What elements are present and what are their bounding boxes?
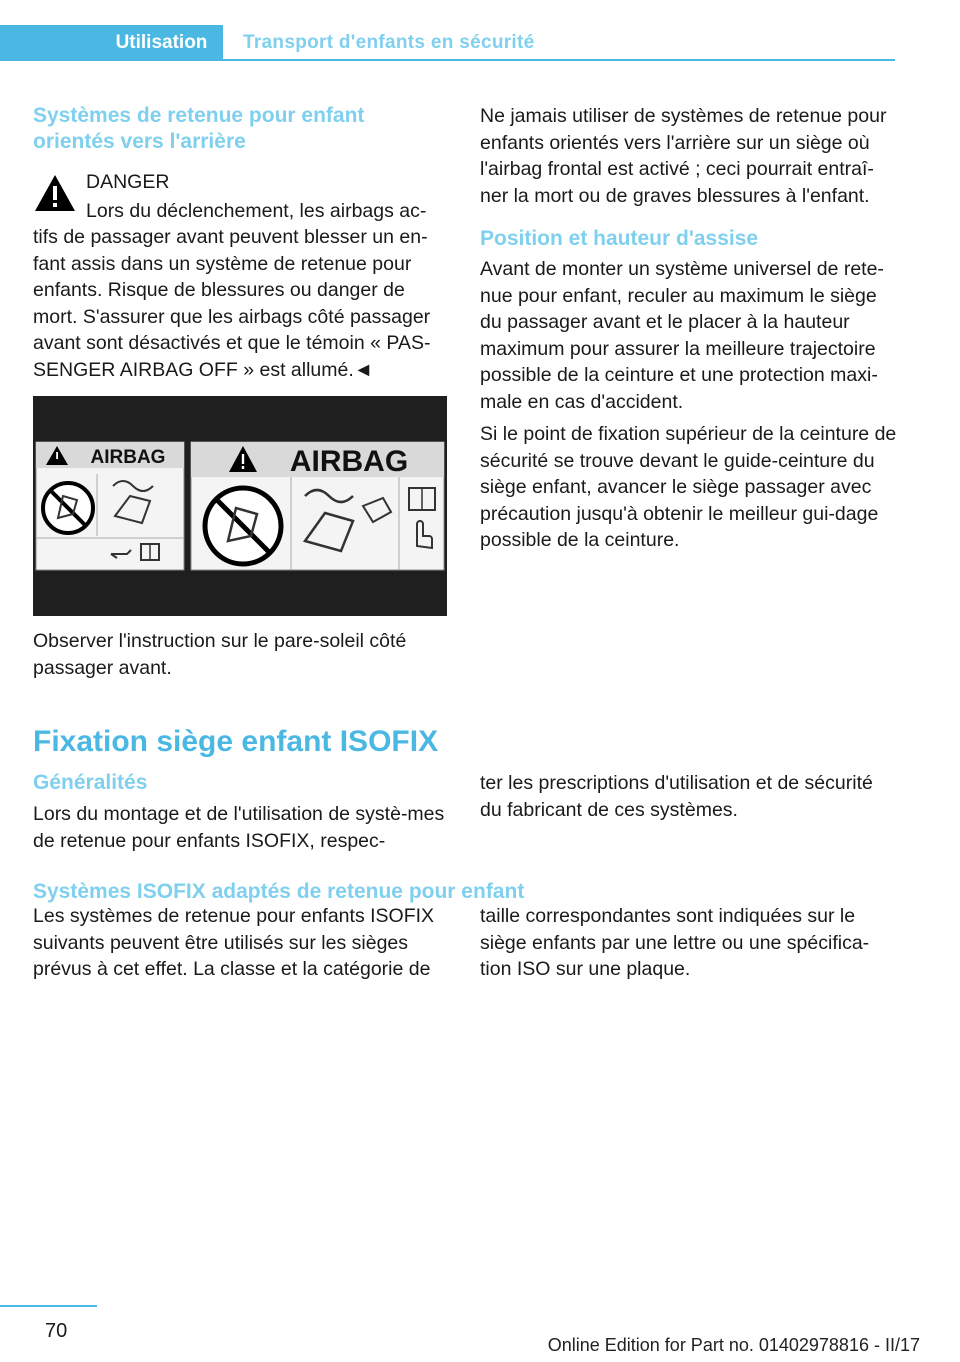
page-number: 70 [45, 1320, 68, 1342]
seat-position-heading: Position et hauteur d'assise [480, 227, 759, 250]
airbag-label-photo [33, 396, 447, 616]
rearward-seats-heading: Systèmes de retenue pour enfant orientés vers l'arrière [33, 104, 365, 153]
photo-caption-block [33, 628, 451, 681]
airbag-label-small: AIRBAG [90, 447, 166, 468]
rearward-warning-text: Ne jamais utiliser de systèmes de retenue pour enfants orientés vers l'arrière sur un siège où l'airbag frontal est activé ; ceci pourrait entraî-ner la mort ou de graves blessures à l'enfant. [480, 105, 887, 207]
isofix-systems-right [480, 903, 898, 983]
airbag-label-large: AIRBAG [289, 445, 409, 478]
isofix-systems-text-right: taille correspondantes sont indiquées sur le siège enfants par une lettre ou une spécifica-tion ISO sur une plaque. [480, 905, 870, 980]
danger-text-first-line: Lors du déclenchement, les airbags ac- [86, 199, 427, 222]
isofix-systems-heading: Systèmes ISOFIX adaptés de retenue pour enfant [33, 880, 525, 903]
isofix-systems-left [33, 903, 451, 983]
isofix-section-title: Fixation siège enfant ISOFIX [33, 725, 439, 758]
danger-text: tifs de passager avant peuvent blesser un en-fant assis dans un système de retenue pour enfants. Risque de blessures ou danger de mort. S'assurer que les airbags côté passager avant sont désactivés et que le témoin « PAS-SENGER AIRBAG OFF » est allumé.◄ [33, 226, 431, 381]
footer-edition: Online Edition for Part no. 01402978816 - II/17 [547, 1335, 920, 1355]
header-accent-bar [0, 25, 100, 61]
left-column [33, 103, 451, 383]
isofix-systems-text-left: Les systèmes de retenue pour enfants ISOFIX suivants peuvent être utilisés sur les sièges prévus à cet effet. La classe et la catégorie de [33, 905, 435, 980]
generalites-right [480, 770, 898, 823]
generalites-text-right: ter les prescriptions d'utilisation et de sécurité du fabricant de ces systèmes. [480, 772, 873, 821]
warning-triangle-icon [33, 173, 77, 213]
generalites-left [33, 770, 451, 854]
right-column [480, 103, 898, 554]
photo-caption: Observer l'instruction sur le pare-soleil côté passager avant. [33, 630, 407, 679]
seat-position-paragraph-1: Avant de monter un système universel de rete-nue pour enfant, reculer au maximum le siège du passager avant et le placer à la hauteur maximum pour assurer la meilleure trajectoire possible de la ceinture et une protection maxi-male en cas d'accident. [480, 258, 884, 413]
airbag-sticker-illustration [33, 396, 447, 616]
danger-block [33, 169, 451, 224]
generalites-text-left: Lors du montage et de l'utilisation de systè-mes de retenue pour enfants ISOFIX, respec- [33, 803, 445, 852]
header-rule [0, 59, 895, 61]
generalites-heading: Généralités [33, 771, 148, 794]
danger-label: DANGER [86, 171, 170, 193]
header-chapter-title: Transport d'enfants en sécurité [243, 32, 535, 53]
footer-rule [0, 1305, 97, 1307]
header-section-tab: Utilisation [100, 25, 223, 61]
page-header [0, 25, 895, 61]
seat-position-paragraph-2: Si le point de fixation supérieur de la ceinture de sécurité se trouve devant le guide-ceinture du siège enfant, avancer le siège passager avec précaution jusqu'à obtenir le meilleur gui-dage possible de la ceinture. [480, 423, 897, 551]
